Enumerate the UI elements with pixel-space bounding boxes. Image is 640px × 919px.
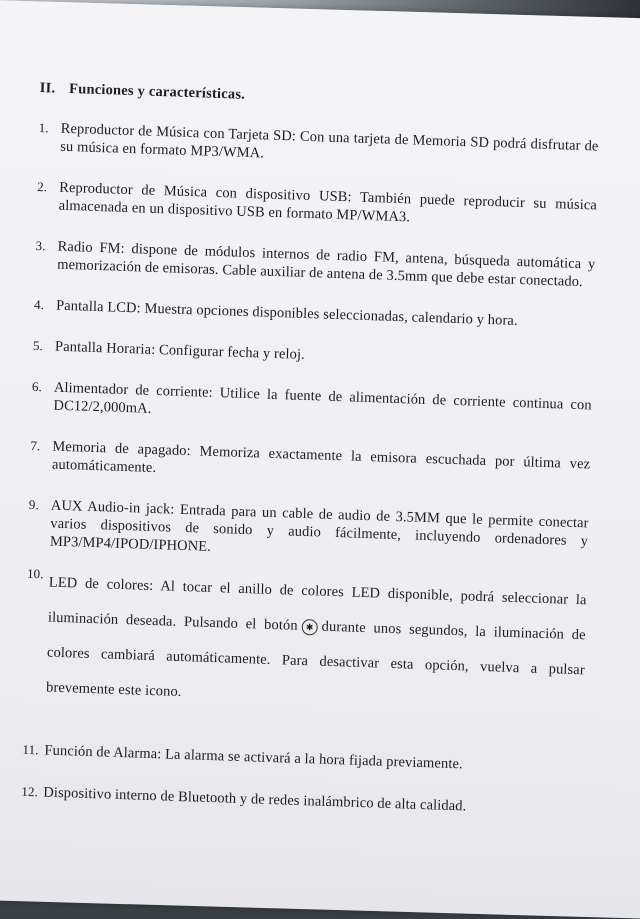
item-number: 9.: [28, 496, 40, 513]
document-content: [21, 80, 600, 842]
item-text: Memoria de apagado: Memoriza exactamente la emisora escuchada por última vez automáticamente.: [51, 438, 591, 477]
led-button-icon: ✱: [301, 619, 317, 636]
item-number: 7.: [30, 437, 41, 454]
list-item: [30, 437, 591, 492]
item-text-part-1: LED de colores: Al tocar el anillo de colores LED disponible, podrá seleccionar la iluminación deseada. Pulsando el botón: [47, 574, 587, 634]
section-title: Funciones y características.: [68, 80, 246, 103]
item-text-part-2: durante unos segundos, la iluminación de colores cambiará automáticamente. Para desactivar esta opción, vuelva a pulsar brevemente este icono.: [45, 618, 586, 701]
item-text: Reproductor de Música con dispositivo USB: También puede reproducir su música almacenada en un dispositivo USB en formato MP/WMA3.: [58, 179, 598, 226]
list-item: [24, 565, 587, 724]
item-text: Dispositivo interno de Bluetooth y de redes inalámbrico de alta calidad.: [43, 784, 467, 815]
item-text: Pantalla LCD: Muestra opciones disponibles seleccionadas, calendario y hora.: [55, 297, 518, 329]
item-number: 2.: [37, 178, 48, 195]
item-number: 1.: [38, 119, 49, 136]
list-item: [36, 178, 597, 233]
item-text: Radio FM: dispone de módulos internos de radio FM, antena, búsqueda automática y memorización de emisoras. Cable auxiliar de antena de 3.5mm que debe estar conectado.: [56, 238, 596, 291]
item-text: Pantalla Horaria: Configurar fecha y reloj.: [54, 338, 306, 363]
section-number: II.: [39, 80, 56, 97]
list-item: [34, 296, 594, 333]
item-number: 6.: [31, 378, 43, 395]
item-number: 12.: [21, 783, 39, 800]
list-item: [33, 337, 593, 374]
item-number: 11.: [22, 741, 39, 758]
list-item: [31, 378, 592, 433]
item-number: 3.: [35, 237, 46, 254]
list-item: [35, 237, 596, 292]
item-text: [46, 566, 587, 724]
item-number: 10.: [26, 565, 44, 582]
item-number: 4.: [33, 296, 45, 313]
item-text: Reproductor de Música con Tarjeta SD: Con una tarjeta de Memoria SD podrá disfrutar de su música en formato MP3/WMA.: [60, 120, 599, 162]
list-item: [22, 741, 582, 778]
item-text: AUX Audio-in jack: Entrada para un cable de audio de 3.5MM que le permite conectar varios dispositivos de sonido y audio fácilmente, incluyendo ordenadores y MP3/MP4/IPOD/IPHONE.: [49, 497, 589, 555]
item-text: Alimentador de corriente: Utilice la fuente de alimentación de corriente continua con DC12/2,000mA.: [53, 379, 592, 417]
list-item: [38, 119, 599, 174]
list-item: [21, 783, 581, 820]
item-text: Función de Alarma: La alarma se activará a la hora fijada previamente.: [44, 742, 463, 773]
list-item: [28, 496, 589, 569]
item-number: 5.: [32, 337, 44, 354]
